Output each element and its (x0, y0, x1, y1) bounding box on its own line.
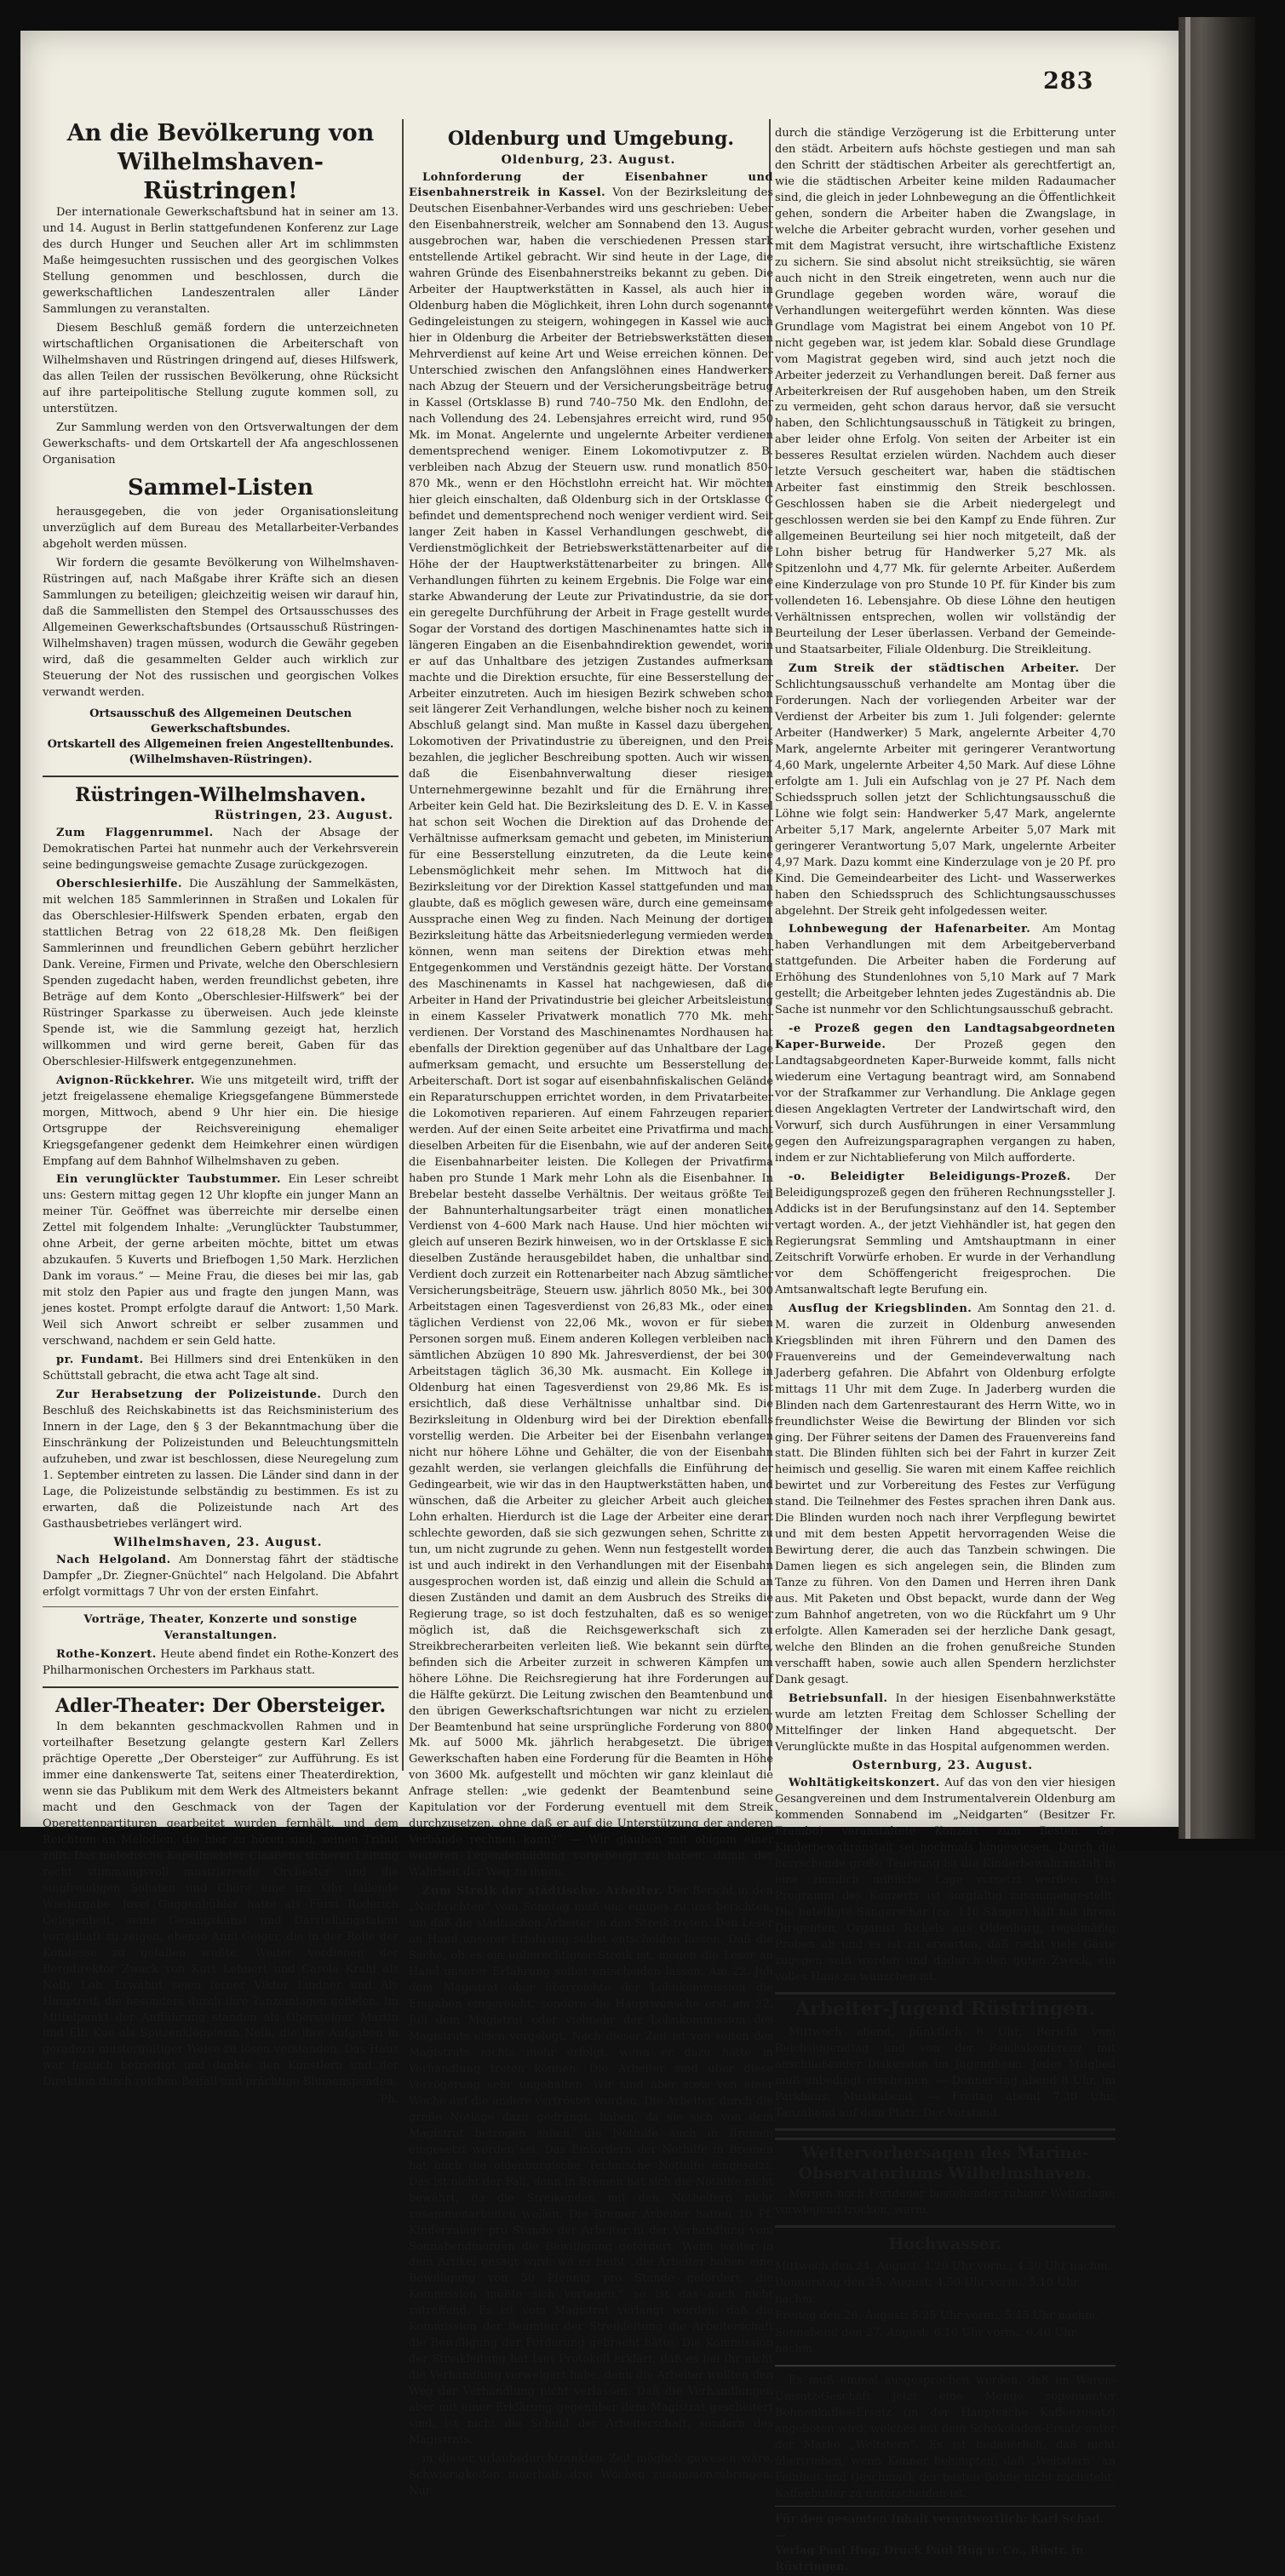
events-title: Vorträge, Theater, Konzerte und sonstige Veranstaltungen. (83, 1612, 358, 1642)
news-text: Der Bericht in den „Nachrichten“ vom Sonntag muß uns einiges zu uns berichten, um daß die städtischen Arbeiter in den Streik treten. Den Leser an Hand unserer Erfahrung selbst entscheiden lassen. Daß die Sache, ob es ein unberechtigter Streik ist, mögen die Leser an Hand unserer Erfahrung selbst entscheiden lassen. Am 22. Juli dem Magistrat ober überreichte der Lohnkommission die Eingaben eingereicht, sondern die Hauptwünsche erst am 22. Juli dem Magistrat oder vielmehr der Lohnkommission des Magistrats einen vorgelegt. Nach dieser Zeit ist von seiten des Magistrats nichts mehr erfolgt, wenn er dazu hätte in Verhandlung treten können. Die Arbeiter sind über diese Verzögerung sehr ungehalten. Wir sind aber stets von einer Woche auf die andere vertröstet worden. Die Arbeiter, durch die große Notlage dazu gedrängt, haben, da sie sich von dem Magistrat betrogen sahen, die Nothilfe auch in Bremen eingesetzt worden sei. Das Einfordern der Nothilfe in Bremen hat auch die oldenburgische Technische Nothilfe eingesetzt. Das ist nicht der Fall, denn in Bremen hat sich die Nothilfe nicht bewährt, da die Streikenden mit den Nothelfern nicht zusammenarbeiten wollen. Die Bremer Arbeiter hatten 10 Pf. Kinderzulage pro Stunde der Arbeiter in der Verhandlung vom Sonnabendmorgen die Bewilligung gefordert. Wenn weiter in dem Artikel gesagt wird, wo es heißt „die Arbeiter haben eine Bewilligung von 50 Pfennig pro Stunde gefordert, die Kommission müßte sich vertagen,“ so ist das auch nicht zutreffend. Es ist vom Magistrat verlangt worden, daß die Kommission der Beamten der Streikleitung die Arbeiterschaft die Bewilligung der Forderung gebracht hätte. Die Kommission der Streikleitung hat laut Protokoll erklärt, daß es bei ihr nicht die Verhandlung verweigert habe, denn die Arbeiter wollten den Weg der Verhandlung nicht verlassen. Daß die Verhandlungen aber mit einer Erklärung gegenüber dem Magistrat gescheitert sind, ist nicht die Schuld der Arbeiterschaft, sondern des Magistrats. (409, 1885, 773, 2447)
news-text: Bei Hillmers sind drei Entenküken in den Schüttstall gebracht, die etwa acht Tage alt sind. (43, 1354, 399, 1383)
news-item (43, 877, 399, 1071)
news-keyword: pr. Fundamt. (56, 1354, 144, 1367)
news-text: Der Prozeß gegen den Landtagsabgeordneten Kaper-Burweide kommt, falls nicht wiederum eine Vertagung beantragt wird, am Sonnabend vor der Strafkammer zur Verhandlung. Die Anklage gegen diesen Angeklagten Vertreter der Landwirtschaft wird, den Vorwurf, sich durch Ausführungen in einer Versammlung gegen den Aufreizungsparagraphen vergangen zu haben, indem er zur Nichtablieferung von Milch aufforderte. (775, 1039, 1116, 1165)
appeal-title-line-1: An die Bevölkerung von (66, 120, 375, 146)
news-text: In der hiesigen Eisenbahnwerkstätte wurde am letzten Freitag dem Schlosser Schelling der Mittelfinger der linken Hand abgequetscht. Der Verunglückte mußte in das Hospital aufgenommen werden. (775, 1692, 1116, 1754)
news-keyword: -e Prozeß gegen den Landtagsabgeordneten Kaper-Burweide. (775, 1022, 1116, 1052)
news-item (409, 1884, 773, 2449)
dateline: Rüstringen, 23. August. (214, 809, 393, 823)
news-text: Durch den Beschluß des Reichskabinetts ist das Reichsministerium des Innern in der Lage, den § 3 der Bekanntmachung über die Einschränkung der Polizeistunden und Beleuchtungsmitteln aufzuheben, und zwar ist beschlossen, diese Neuregelung zum 1. September eintreten zu lassen. Die Länder sind dann in der Lage, die Polizeistunde selbständig zu bestimmen. Es ist zu erwarten, daß die Polizeistunde nach Art des Gasthausbetriebes verlängert wird. (43, 1388, 399, 1531)
news-keyword: Zum Flaggenrummel. (56, 827, 214, 840)
oldenburg-title: Oldenburg und Umgebung. (447, 128, 735, 150)
appeal-signatures (43, 707, 399, 769)
news-text: Ein Leser schreibt uns: Gestern mittag gegen 12 Uhr klopfte ein junger Mann an meiner Tür. Geöffnet was überreichte mir derselbe einen Zettel mit folgendem Inhalte: „Verunglückter Taubstummer, ohne Arbeit, der gerne arbeiten möchte, bittet um etwas abzukaufen. 5 Kuverts und Briefbogen 1,50 Mark. Herzlichen Dank im voraus.“ — Meine Frau, die dieses bei mir las, gab mit stolz den Papier aus und fragte den jungen Mann, was jenes kostet. Prompt erfolgte darauf die Antwort: 1,50 Mark. Weil sich Anwort schreibt er selber zusammen und verschwand, nachdem er sein Geld hatte. (43, 1173, 399, 1348)
news-item (43, 826, 399, 874)
review-signature: Ph. (380, 2093, 399, 2107)
youth-title: Arbeiter-Jugend Rüstringen. (795, 1998, 1095, 2021)
news-item (43, 1353, 399, 1385)
news-text: Die Auszählung der Sammelkästen, mit welchen 185 Sammlerinnen in Straßen und Lokalen für das Oberschlesier-Hilfswerk Spenden erbaten, ergab den stattlichen Betrag von 22 618,28 Mk. Den fleißigen Sammlerinnen und freundlichen Gebern gebührt herzlicher Dank. Vereine, Firmen und Private, welche den Oberschlesiern Spenden zugedacht haben, werden freundlichst gebeten, ihre Beträge auf dem Konto „Oberschlesier-Hilfswerk“ bei der Rüstringer Sparkasse zu überweisen. Auch jede kleinste Spende ist, wie die Sammlung gezeigt hat, herzlich willkommen und wird gerne bereit, Gaben für das Oberschlesier-Hilfswerk entgegenzunehmen. (43, 878, 399, 1068)
dateline: Wilhelmshaven, 23. August. (113, 1535, 323, 1549)
news-text: Wie uns mitgeteilt wird, trifft der jetzt freigelassene ehemalige Kriegsgefangene Bümmerstede morgen, Mittwoch, abend 9 Uhr hier ein. Die hiesige Ortsgruppe der Reichsvereinigung ehemaliger Kriegsgefangener gedenkt dem Heimkehrer einen würdigen Empfang auf dem Bahnhof Wilhelmshaven zu geben. (43, 1073, 399, 1168)
news-keyword: Oberschlesierhilfe. (56, 878, 183, 891)
news-text: Am Sonntag den 21. d. M. waren die zurzeit in Oldenburg anwesenden Kriegsblinden mit ihren Führern und den Damen des Frauenvereins und der Gemeindeverwaltung nach Jaderberg gefahren. Die Abfahrt von Oldenburg erfolgte mittags 11 Uhr mit dem Zuge. In Jaderberg wurden die Blinden nach dem Gartenrestaurant des Herrn Witte, wo in freundlichster Weise die Bewirtung der Blinden vor sich ging. Der Führer seitens der Damen des Frauenvereins fand statt. Die Blinden fühlten sich bei der Fahrt in kurzer Zeit heimisch und gesellig. Sie waren mit einem Kaffee reichlich bewirtet und zur Vorbereitung des Festes zur Verfügung stand. Die Teilnehmer des Festes sprachen ihren Dank aus. Die Blinden wurden noch nach ihrer Verpflegung bewirtet und mit dem besten Appetit hervorragenden Weise die Bewirtung derer, die auch das Tanzbein schwingen. Die Damen liegen es sich angelegen sein, die Blinden zum Tanze zu führen. Von den Damen und Herren ihren Dank aus. Mit Paketen und Obst bepackt, wurde dann der Weg zum Bahnhof angetreten, von wo die Rückfahrt um 9 Uhr erfolgte. Allen Kameraden sei der herzliche Dank gesagt, welche den Blinden an die frohen genußreiche Stunden verschafft haben, sowie auch allen Spendern herzlichster Dank gesagt. (775, 1302, 1116, 1687)
news-text: Der Beleidigungsprozeß gegen den früheren Rechnungssteller J. Addicks ist in der Berufungsinstanz auf den 14. September vertagt worden. A., der jetzt Viehhändler ist, hat gegen den Regierungsrat Semmling und Amtshauptmann in einer Zeitschrift Vorwürfe erhoben. Er wurde in der Verhandlung vor dem Schöffengericht freigesprochen. Die Amtsanwaltschaft legte Berufung ein. (775, 1171, 1116, 1297)
tide-row: Donnerstag den 25. August: 4.50 Uhr vorm., 5.10 Uhr nachm. (775, 2276, 1079, 2306)
news-text: Nach der Absage der Demokratischen Partei hat nunmehr auch der Verkehrsverein seine bedingungsweise gemachte Zusage zurückgezogen. (43, 827, 399, 873)
section-title-ruestringen: Rüstringen-Wilhelmshaven. (75, 783, 366, 806)
news-item (775, 1302, 1116, 1689)
events-heading (43, 1612, 399, 1645)
news-item (775, 1776, 1116, 1986)
binding-fold (1185, 17, 1190, 1839)
column-rule-1 (402, 119, 404, 1771)
weather-title: Wettervorhersagen des Marine-Observatoriums Wilhelmshaven. (798, 2143, 1093, 2183)
weather-text: Morgen noch Fortdauer bestehender ruhiger Wetterlage; vorwiegend trocken, warm. (775, 2188, 1116, 2218)
divider (43, 1686, 399, 1688)
imprint-line: Für den gesamten Inhalt verantwortlich: Karl Schad. — (775, 2512, 1104, 2542)
news-item (409, 170, 773, 1882)
theater-title: Adler-Theater: Der Obersteiger. (54, 1694, 386, 1717)
news-keyword: Lohnbewegung der Hafenarbeiter. (789, 923, 1031, 936)
news-item (43, 1073, 399, 1171)
theater-review: In dem bekannten geschmackvollen Rahmen und in vorteilhafter Besetzung gelangte gestern Karl Zellers prächtige Operette „Der Obersteiger“ zur Aufführung. Es ist immer eine dankenswerte Tat, seitens einer Theaterdirektion, wenn sie das Publikum mit dem Werk des Altmeisters bekannt macht und den Geschmack von der Tagen der Operettenpartituren gearbeitet wurden fernhält, und dem Reichtum an Melodien, die hier zu hören sind, seinen Tribut zollt. Das melodische Kapellmeister Claaßens sicherer Leitung recht stimmungsvoll musizierende Orchester und die singfreudigen Solisten und Chöre eine ins Ohr fallende Wiedergabe. Josef Guggenbühler hatte als Fürst Roderich Gelegenheit, seine Gesangskunst und Darstellungstalent vorteilhaft zu zeigen, ebenso Anni Geiger, die in der Rolle der Komtesse zu gefallen wußte. Weiter verdienen der Bergdirektor Zwack von Kurt Lehnert und Carola Krahl als Nelly Lob. Erwähnt seien ferner Viktor Lindner und Aly Hauptreif, die besonders durch ihre Tanzeinlagen gefielen. Im Mittelpunkt der Aufführung standen als Obersteiger Martin und Elfi Kue als Spitzenklöpplerin Nelli, die ihre Aufgaben in geradezu mustergültiger Weise zu lösen verstanden. Das Haus war festlich befriedigt und dankte den Künstlern und der Direktion durch reichen Beifall und prächtige Blumenspenden. (43, 1720, 399, 2089)
news-keyword: -o. Beleidigter Beleidigungs-Prozeß. (789, 1171, 1071, 1183)
appeal-paragraph: Diesem Beschluß gemäß fordern die unterzeichneten wirtschaftlichen Organisationen die Arbeiterschaft von Wilhelmshaven und Rüstringen dringend auf, dieses Hilfswerk, das allen Teilen der russischen Bevölkerung, ohne Rücksicht auf ihre parteipolitische Stellung zugute kommen soll, zu unterstützen. (43, 322, 399, 415)
news-keyword: Betriebsunfall. (789, 1692, 888, 1705)
news-item (775, 1170, 1116, 1299)
news-item (775, 922, 1116, 1019)
weather-box (775, 2138, 1116, 2228)
tide-box (775, 2235, 1116, 2358)
news-item: in dieser urlaubsdurchtränkten Zeit möglich gewesen wäre, Schwierigkeiten innerhalb drei Wochen zusammenzubringen. Nur (409, 2453, 773, 2499)
tide-row: Sonnabend den 27. August: 6.10 Uhr vorm., 6.40 Uhr nachm. (775, 2326, 1076, 2356)
dateline: Osternburg, 23. August. (852, 1758, 1034, 1772)
news-text: Der Schlichtungsausschuß verhandelte am Montag über die Forderungen. Nach der vorliegenden Arbeiter war der Verdienst der Arbeiter bis zum 1. Juli folgender: gelernte Arbeiter (Handwerker) 5 Mark, angelernte Arbeiter 4,70 Mark, angelernte Arbeiter mit geringerer Verantwortung 4,60 Mark, ungelernte Arbeiter 4,50 Mark. Auf diese Löhne erfolgte am 1. Juli ein Aufschlag von je 27 Pf. Nach dem Schiedsspruch sollen jetzt der Schlichtungsausschuß die Löhne wie folgt sein: Handwerker 5,47 Mark, angelernte Arbeiter 5,17 Mark, angelernte Arbeiter 5,07 Mark mit geringerer Verantwortung 5,07 Mark, ungelernte Arbeiter 4,97 Mark. Dazu kommt eine Kinderzulage von je 20 Pf. pro Kind. Die Gemeindearbeiter des Licht- und Wasserwerkes haben den Schiedsspruch des Schlichtungsausschusses abgelehnt. Der Streik geht infolgedessen weiter. (775, 661, 1116, 918)
book-binding (1179, 17, 1255, 1839)
appeal-title-line-2: Wilhelmshaven-Rüstringen! (117, 148, 324, 204)
news-keyword: Ausflug der Kriegsblinden. (789, 1302, 972, 1315)
news-keyword: Zur Herabsetzung der Polizeistunde. (56, 1388, 322, 1402)
appeal-paragraph: herausgegeben, die von jeder Organisationsleitung unverzüglich auf dem Bureau des Metallarbeiter-Verbandes abgeholt werden müssen. (43, 506, 399, 552)
appeal-paragraph: Zur Sammlung werden von den Ortsverwaltungen der dem Gewerkschafts- und dem Ortskartell der Afa angeschlossenen Organisation (43, 421, 399, 467)
news-keyword: Ein verunglückter Taubstummer. (56, 1173, 282, 1187)
news-text: durch die ständige Verzögerung ist die Erbitterung unter den städt. Arbeitern aufs höchste gestiegen und man sah den Schritt der städtischen Arbeiter als gerechtfertigt an, wie die städtischen Arbeiter keine milden Radaumacher sind, die gleich in jeder Lohnbewegung an die Öffentlichkeit gehen, sondern die Arbeiter haben die Zwangslage, in welche die Arbeiter gebracht wurden, vorher gesehen und mit dem Magistrat versucht, ihre wirtschaftliche Existenz zu sichern. Sie sind absolut nicht streiksüchtig, sie wären auch nicht in den Streik eingetreten, wenn auch nur die Grundlage gegeben worden wäre, worauf die Verhandlungen weitergeführt werden könnten. Was diese Grundlage vom Magistrat bei einem Angebot von 10 Pf. nicht gegeben war, ist jedem klar. Sobald diese Grundlage vom Magistrat gegeben wird, sind auch jetzt noch die Arbeiter jederzeit zu Verhandlungen bereit. Daß ferner aus Arbeiterkreisen der Ruf ausgehoben haben, um den Streik zu vermeiden, geht schon daraus hervor, daß sie versucht haben, den Schlichtungsausschuß in Tätigkeit zu bringen, aber leider ohne Erfolg. Von seiten der Arbeiter ist ein besseres Resultat erzielen würden. Nachdem auch dieser letzte Versuch gescheitert war, haben die städtischen Arbeiter fast einstimmig den Streik beschlossen. Geschlossen haben sie die Arbeit niedergelegt und geschlossen werden sie bei den Kampf zu Ende führen. Zur allgemeinen Beurteilung sei hier noch mitgeteilt, daß der Lohn bisher betrug für Handwerker 5,27 Mk. als Spitzenlohn und 4,77 Mk. für gelernte Arbeiter. Außerdem eine Kinderzulage von pro Stunde 10 Pf. für Kinder bis zum vollendeten 16. Lebensjahre. Ob diese Löhne den heutigen Verhältnissen entsprechen, wollen wir vollständig der Beurteilung der Leser überlassen. Verband der Gemeinde- und Staatsarbeiter, Filiale Oldenburg. Die Streikleitung. (775, 127, 1116, 656)
divider (43, 1606, 399, 1607)
news-text: Heute abend findet ein Rothe-Konzert des Philharmonischen Orchesters im Parkhaus statt. (43, 1647, 399, 1677)
news-text: Von der Bezirksleitung des Deutschen Eisenbahner-Verbandes wird uns geschrieben: Ueber den Eisenbahnerstreik, welcher am Sonnabend den 13. August ausgebrochen war, haben die verschiedenen Pressen stark entstellende Artikel gebracht. Wir sind heute in der Lage, die wahren Gründe des Eisenbahnerstreiks bekannt zu geben. Die Arbeiter der Hauptwerkstätten in Kassel, als auch hier in Oldenburg haben die Möglichkeit, ihren Lohn durch sogenannte Gedingeleistungen zu steigern, wohingegen in Kassel wie auch hier in Oldenburg die Arbeiter der Betriebswerkstätten diesen Mehrverdienst auf keine Art und Weise erreichen können. Der Unterschied zwischen den Anfangslöhnen eines Handwerkers nach Abzug der Steuern und der Versicherungsbeiträge betrug in Kassel (Ortsklasse B) rund 740–750 Mk. den Endlohn, der nach Vollendung des 24. Lebensjahres erreicht wird, rund 950 Mk. im Monat. Angelernte und ungelernte Arbeiter verdienen dementsprechend weniger. Einem Lokomotivputzer z. B. verbleiben nach Abzug der Steuern usw. rund monatlich 850–870 Mk., wenn er den Höchstlohn erreicht hat. Wir möchten hier gleich einschalten, daß Oldenburg sich in der Ortsklasse C befindet und dementsprechend noch weniger verdient wird. Seit langer Zeit haben in Kassel Verhandlungen geschwebt, die Verdienstmöglichkeit der Betriebswerkstättenarbeiter auf die Höhe der der Hauptwerkstättenarbeiter zu bringen. Alle Verhandlungen führten zu keinem Ergebnis. Die Folge war eine starke Abwanderung der Leute zur Privatindustrie, da sie dort ein geregelte Durchführung der Arbeit in Frage gestellt wurde. Sogar der Vorstand des dortigen Maschinenamtes hatte sich in längeren Eingaben an die Eisenbahndirektion gewendet, worin er auf das Unhaltbare des jetzigen Zustandes aufmerksam machte und die Direktion ersuchte, für eine Besserstellung der Arbeiter einzutreten. Auch im hiesigen Bezirk schweben schon seit längerer Zeit Verhandlungen, welche bisher noch zu keinem Abschluß gelangt sind. Man mußte in Kassel dazu übergehen, Lokomotiven der Privatindustrie zu übereignen, und den Preis bezahlen, die jeglicher Beschreibung spotten. Auch wir wissen, daß die Eisenbahnverwaltung dieser riesigen Unternehmergewinne bezahlt und für die Ernährung ihrer Arbeiter kein Geld hat. Die Bezirksleitung des D. E. V. in Kassel hat schon seit Wochen die Direktion auf das Drohende der Verhältnisse aufmerksam gemacht und gebeten, im Ministerium für eine Besserstellung einzutreten, da die Leute keine Lebensmöglichkeit mehr sehen. Im Mittwoch hat die Bezirksleitung vor der Direktion Kassel stattgefunden und man glaubte, daß es möglich gewesen wäre, durch eine gemeinsame Aussprache einen Weg zu finden. Nach Meinung der dortigen Bezirksleitung hätte das Arbeitsniederlegung vermieden werden können, wenn man seitens der Direktion etwas mehr Entgegenkommen und Verständnis gezeigt hätte. Der Vorstand des Maschinenamts in Kassel hat nachgewiesen, daß die Arbeiter in Hand der Privatindustrie bei gleicher Arbeitsleistung in einem Kasseler Privatwerk monatlich 770 Mk. mehr verdienen. Der Vorstand des Maschinenamtes Nordhausen hat ebenfalls der Direktion gegenüber auf das Unhaltbare der Lage aufmerksam gemacht, und ersuchte um Besserstellung der Arbeiterschaft. Dort ist sogar auf eisenbahnfiskalischen Gelände ein Reparaturschuppen errichtet worden, in dem Privatarbeiter die Lokomotiven reparieren. Auf einem Fahrzeugen repariert werden. Auf der einen Seite arbeitet eine Privatfirma und macht dieselben Arbeiten für die Eisenbahn, wie auf der anderen Seite die Eisenbahnarbeiter leisten. Die Kollegen der Privatfirma haben pro Stunde 1 Mark mehr Lohn als die Eisenbahner. In Brebelar besteht dasselbe Verhältnis. Der weitaus größte Teil der Bahnunterhaltungsarbeiter trägt einen monatlichen Verdienst von 4–600 Mark nach Hause. Und hier möchten wir gleich auf unseren Bezirk hinweisen, wo in der Ortsklasse E sich dieselben Zustände herausgebildet haben, die unhaltbar sind. Verdient doch zurzeit ein Rottenarbeiter nach Abzug sämtlicher Versicherungsbeiträge, Steuern usw. jährlich 8050 Mk., bei 300 Arbeitstagen einen Tagesverdienst von 26,83 Mk., oder einen täglichen Verdienst von 22,06 Mk., wovon er für sieben Personen sorgen muß. Einem anderen Kollegen verbleiben nach sämtlichen Abzügen 10 890 Mk. Jahresverdienst, der bei 300 Arbeitstagen täglich 36,30 Mk. ausmacht. Ein Kollege in Oldenburg hat einen Tagesverdienst von 29,86 Mk. Es ist ersichtlich, daß diese Verhältnisse unhaltbar sind. Die Bezirksleitung in Oldenburg wird bei der Direktion ebenfalls vorstellig werden. Die Arbeiter bei der Eisenbahn verlangen nicht nur höhere Löhne und Gehälter, die von der Eisenbahn gezahlt werden, sie verlangen gleichfalls die Einführung der Gedingearbeit, wie wir das in den Hauptwerkstätten haben, und wünschen, daß die Arbeiter zu gleicher Arbeit auch gleichen Lohn erhalten. Hierdurch ist die Lage der Arbeiter eine derart schlechte geworden, daß sie sich gezwungen sehen, Schritte zu tun, um nicht zugrunde zu gehen. Wenn nun festgestellt worden ist und auch indirekt in den Verhandlungen mit der Eisenbahn ausgesprochen worden ist, daß einzig und allein die Schuld an diesen Zuständen und damit an dem Ausbruch des Streiks die Regierung trage, so ist doch festzuhalten, daß es so weniger möglich ist, daß die Reichsgewerkschaft sich zu Streikbrecherarbeiten verleiten ließ. Wie bekannt sein dürfte, befinden sich die Arbeiter zurzeit in schweren Kämpfen um höhere Löhne. Die Reichsregierung hat ihre Forderungen auf die Hälfte gekürzt. Die Leitung zwischen den Beamtenbund und den übrigen Gewerkschaftsrichtungen war nicht zu erzielen. Der Beamtenbund hat seine ursprüngliche Forderung von 8800 Mk. auf 5000 Mk. jährlich herabgesetzt. Die übrigen Gewerkschaften haben eine Forderung für die Beamten in Höhe von 3600 Mk. aufgestellt und möchten wir ganz kleinlaut die Anfrage stellen: „wie gedenkt der Beamtenbund seine Kapitulation vor der Forderung eventuell mit dem Streik durchzusetzen, ohne daß er auf die Unterstützung der anderen Verbände rechnen kann?“ — Wir glauben mit obigem einer weiteren Legendenbildung vorgebeugt zu haben, damit der Wahrheit der Weg zu ihnen. (409, 186, 774, 1880)
appeal-paragraph: Wir fordern die gesamte Bevölkerung von Wilhelmshaven-Rüstringen auf, nach Maßgabe ihrer Kräfte sich an diesen Sammlungen zu beteiligen; gleichzeitig weisen wir darauf hin, daß die Sammellisten den Stempel des Ortsausschusses des Allgemeinen Gewerkschaftsbundes (Ortsausschuß Rüstringen-Wilhelmshaven) tragen müssen, wodurch die Gewähr gegeben wird, daß die gesammelten Gelder auch wirklich zur Steuerung der Not des russischen und georgischen Volkes verwandt werden. (43, 557, 399, 699)
tide-title: Hochwasser. (888, 2235, 1002, 2254)
tide-row: Mittwoch den 24. August: 4.20 Uhr vorm., 4.30 Uhr nachm. (775, 2259, 1111, 2273)
news-keyword: Avignon-Rückkehrer. (56, 1073, 195, 1087)
news-text: Am Donnerstag fährt der städtische Dampfer „Dr. Ziegner-Gnüchtel“ nach Helgoland. Die Abfahrt erfolgt vormittags 7 Uhr von der ersten Einfahrt. (43, 1553, 399, 1599)
news-keyword: Nach Helgoland. (56, 1553, 171, 1566)
news-item (43, 1172, 399, 1350)
dateline: Oldenburg, 23. August. (501, 152, 676, 167)
news-item (43, 1553, 399, 1601)
divider (775, 2365, 1116, 2367)
signature-line: Ortsausschuß des Allgemeinen Deutschen Gewerkschaftsbundes. (89, 707, 352, 736)
column-2 (409, 128, 774, 2499)
signature-line: Ortskartell des Allgemeinen freien Angestelltenbundes. (47, 738, 394, 752)
news-text: Am Montag haben Verhandlungen mit dem Arbeitgeberverband stattgefunden. Die Arbeiter haben die Forderung auf Erhöhung des Stundenlohnes von 5,10 Mark auf 7 Mark gestellt; die Arbeitgeber lehnten jedes Zugeständnis ab. Die Sache ist nunmehr vor den Schlichtungsausschuß gebracht. (775, 923, 1116, 1017)
page-number: 283 (1043, 68, 1094, 94)
advertisement-notice: Es muß einmal ausgesprochen werden, daß im Waren-Umsatz-Geschäft jetzt eine Menge sogenannter Bohnenkaffee-Ersatz (in der Hauptsache Kaffeezusatz) angeboten wird, welches mit dem Schokoladen-Ersatz unter der Marke „Weltstern“. Es ist bedauerlich, daß nicht übertrieben, wenn Kenner behaupten, daß „Weltstern“ an Feinheit und Geschmack der besten Bohne nicht nachsteht, Kaffeebutter zu unterscheiden ist. (775, 2373, 1116, 2500)
tide-row: Freitag den 26. August: 5.25 Uhr vorm., 5.45 Uhr nachm. (775, 2310, 1099, 2323)
news-item (775, 1022, 1116, 1167)
youth-text: Mittwoch abend, pünktlich 8 Uhr, Bericht vom Reichsjugendtag und von der Reichskonferenz mit anschließender Diskussion im Jugendheim. Jedes Mitglied muß unbedingt erscheinen. — Donnerstag abend 8 Uhr, im Parkhaus: Musikabend. — Freitag abend 7.30 Uhr: Tanzabend auf dem Platz. Der Vorstand. (775, 2025, 1116, 2120)
news-item (43, 1647, 399, 1680)
news-keyword: Wohltätigkeitskonzert. (789, 1776, 940, 1789)
youth-notice-box (775, 1992, 1116, 2130)
news-item (43, 1388, 399, 1533)
column-3 (775, 126, 1116, 2574)
imprint (775, 2505, 1116, 2576)
column-1 (43, 119, 399, 2107)
news-keyword: Zum Streik der städtischen Arbeiter. (789, 661, 1080, 675)
news-keyword: Lohnforderung der Eisenbahner und Eisenbahnerstreik in Kassel. (409, 170, 773, 200)
news-keyword: Rothe-Konzert. (56, 1647, 157, 1661)
signature-line: (Wilhelmshaven-Rüstringen). (129, 753, 313, 767)
divider (43, 776, 399, 777)
appeal-paragraph: Der internationale Gewerkschaftsbund hat in seiner am 13. und 14. August in Berlin stattgefundenen Konferenz zur Lage des durch Hunger und Seuchen aller Art im schlimmsten Maße heimgesuchten russischen und des georgischen Volkes Stellung genommen und beschlossen, durch die gewerkschaftlichen Landeszentralen aller Länder Sammlungen zu veranstalten. (43, 206, 399, 317)
news-keyword: Zum Streik der städtische. Arbeiter. (422, 1885, 664, 1898)
sammel-listen-title: Sammel-Listen (127, 474, 314, 501)
news-item (775, 1692, 1116, 1756)
news-item (775, 661, 1116, 920)
imprint-line: Verlag Paul Hug; Druck Paul Hug u. Co., Rüstr. in Rüstringen. (775, 2545, 1084, 2574)
news-text: Auf das von den vier hiesigen Gesangvereinen und dem Instrumentalverein Oldenburg am kommenden Sonnabend im „Neidgarten“ (Besitzer Fr. Frambo) veranstaltete Konzert zum Besten der Kinderbewahranstalt sei nochmals hingewiesen. Durch die herrschende große Teuerung ist die Kinderbewahranstalt in eine ziemlich mißliche Lage versetzt worden. Das Programm des Konzerts ist sorgfältig zusammengestellt. Die beteiligte Sängerschar (ca. 140 Sänger) hält mit ihrem Dirigenten, Organist Rickels aus Oldenburg, regelmäßig Proben ab und es ist zu erwarten, daß recht viele Gäste zugegen sein werden und dadurch den guten Zweck, ein volles Haus zu wünschen ist. (775, 1776, 1116, 1984)
